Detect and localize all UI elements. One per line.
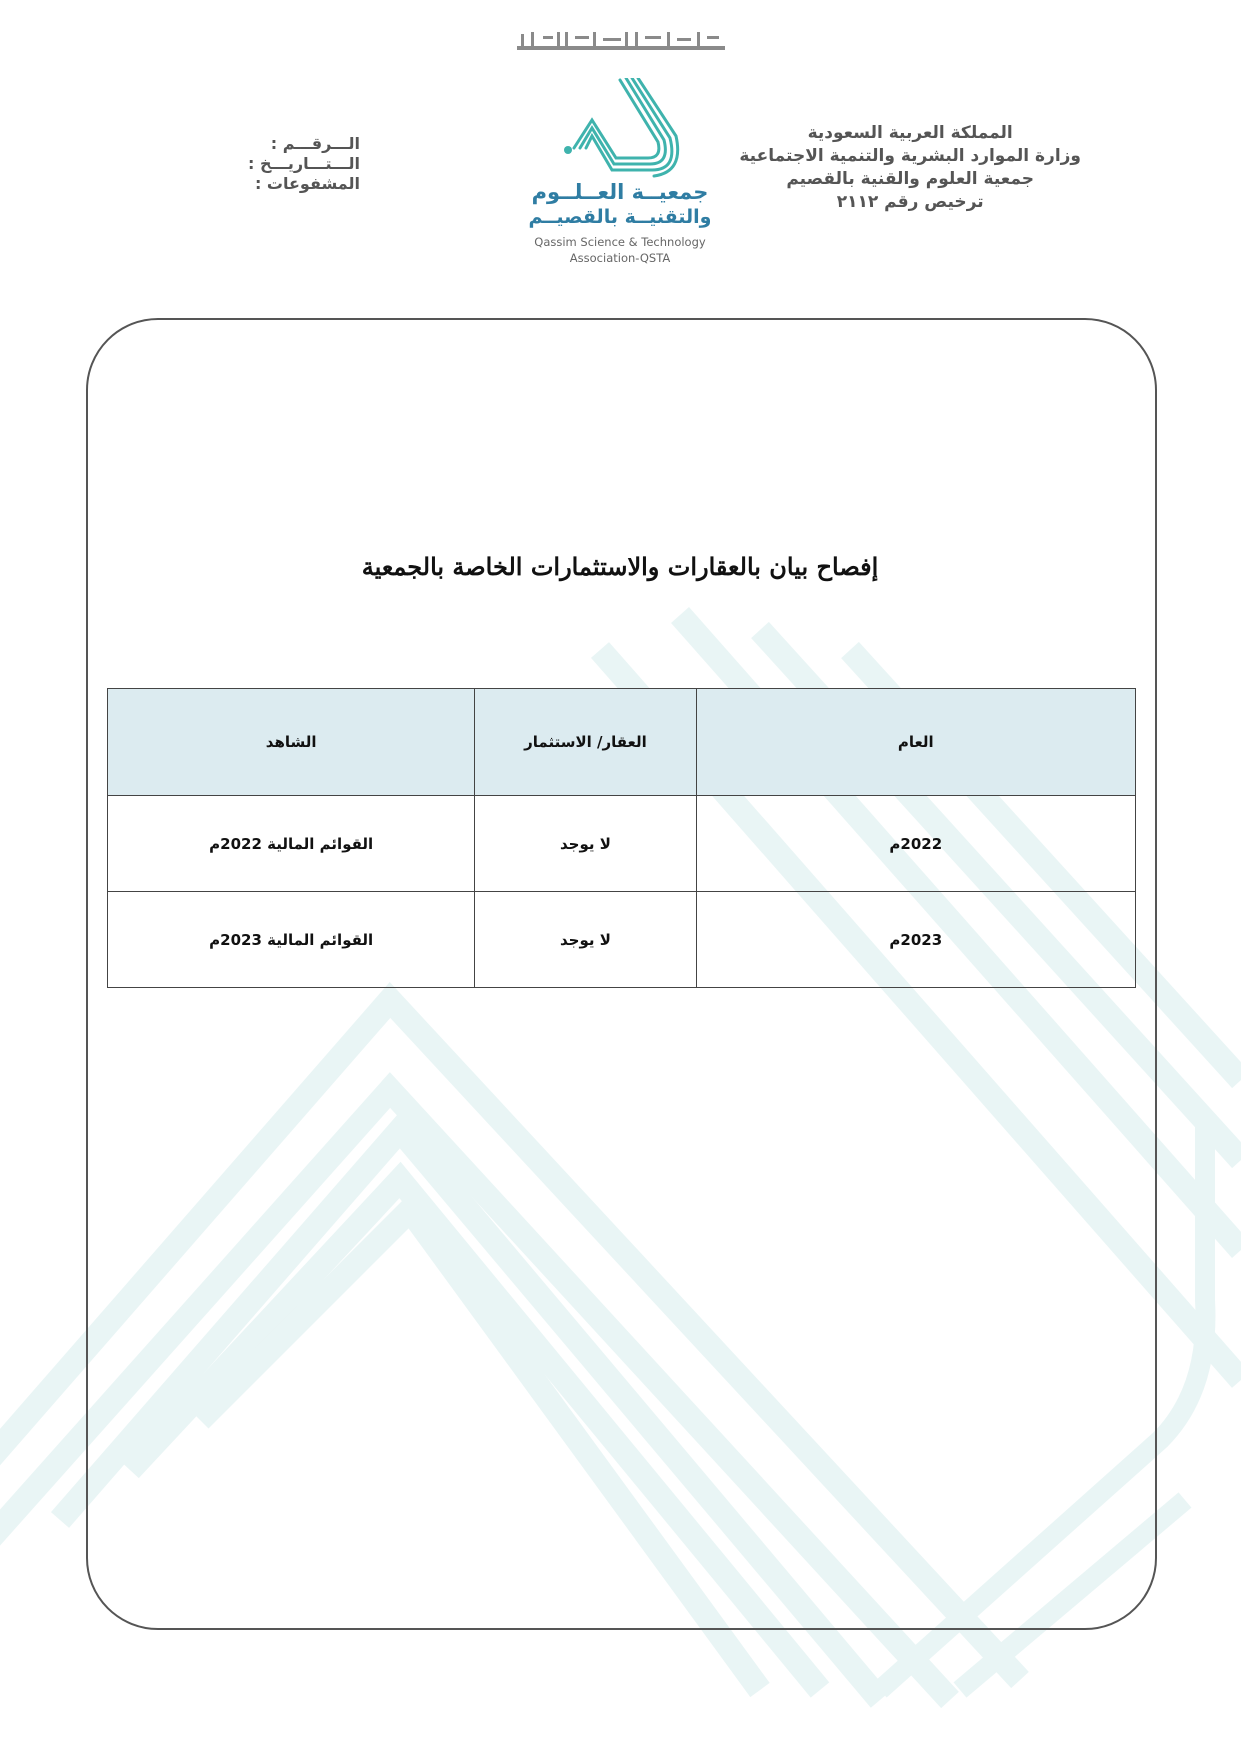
header-asset: العقار/ الاستثمار (475, 689, 696, 796)
org-line-country: المملكة العربية السعودية (807, 123, 1013, 143)
document-title: إفصاح بيان بالعقارات والاستثمارات الخاصة بالجمعية (361, 552, 879, 581)
reference-fields (248, 134, 360, 194)
reference-attachments-label: المشفوعات : (254, 174, 360, 193)
cell-year: 2022م (696, 796, 1135, 892)
org-line-license: ترخيص رقم ٢١١٢ (836, 192, 984, 212)
header-year: العام (696, 689, 1135, 796)
cell-year: 2023م (696, 892, 1135, 988)
cell-evidence: القوائم المالية 2023م (108, 892, 475, 988)
basmala-calligraphy (517, 30, 725, 56)
header-evidence: الشاهد (108, 689, 475, 796)
logo-mark-icon (520, 78, 720, 178)
table-row (108, 892, 1136, 988)
logo-arabic-line2: والتقنيــة بالقصيــم (528, 206, 712, 228)
org-line-association: جمعية العلوم والقنية بالقصيم (786, 169, 1035, 189)
table-header-row (108, 689, 1136, 796)
reference-number-label: الـــرقـــم : (270, 134, 360, 153)
org-line-ministry: وزارة الموارد البشرية والتنمية الاجتماعية (739, 146, 1081, 166)
cell-asset: لا يوجد (475, 892, 696, 988)
association-logo (520, 78, 720, 273)
cell-evidence: القوائم المالية 2022م (108, 796, 475, 892)
table-row (108, 796, 1136, 892)
organization-header (739, 122, 1081, 214)
logo-english-line2: Association-QSTA (569, 251, 671, 265)
disclosure-table (107, 688, 1136, 988)
reference-date-label: الـــتـــاريـــخ : (248, 154, 360, 173)
logo-arabic-line1: جمعيــة العــلــوم (531, 180, 709, 204)
cell-asset: لا يوجد (475, 796, 696, 892)
logo-english-line1: Qassim Science & Technology (534, 235, 706, 249)
